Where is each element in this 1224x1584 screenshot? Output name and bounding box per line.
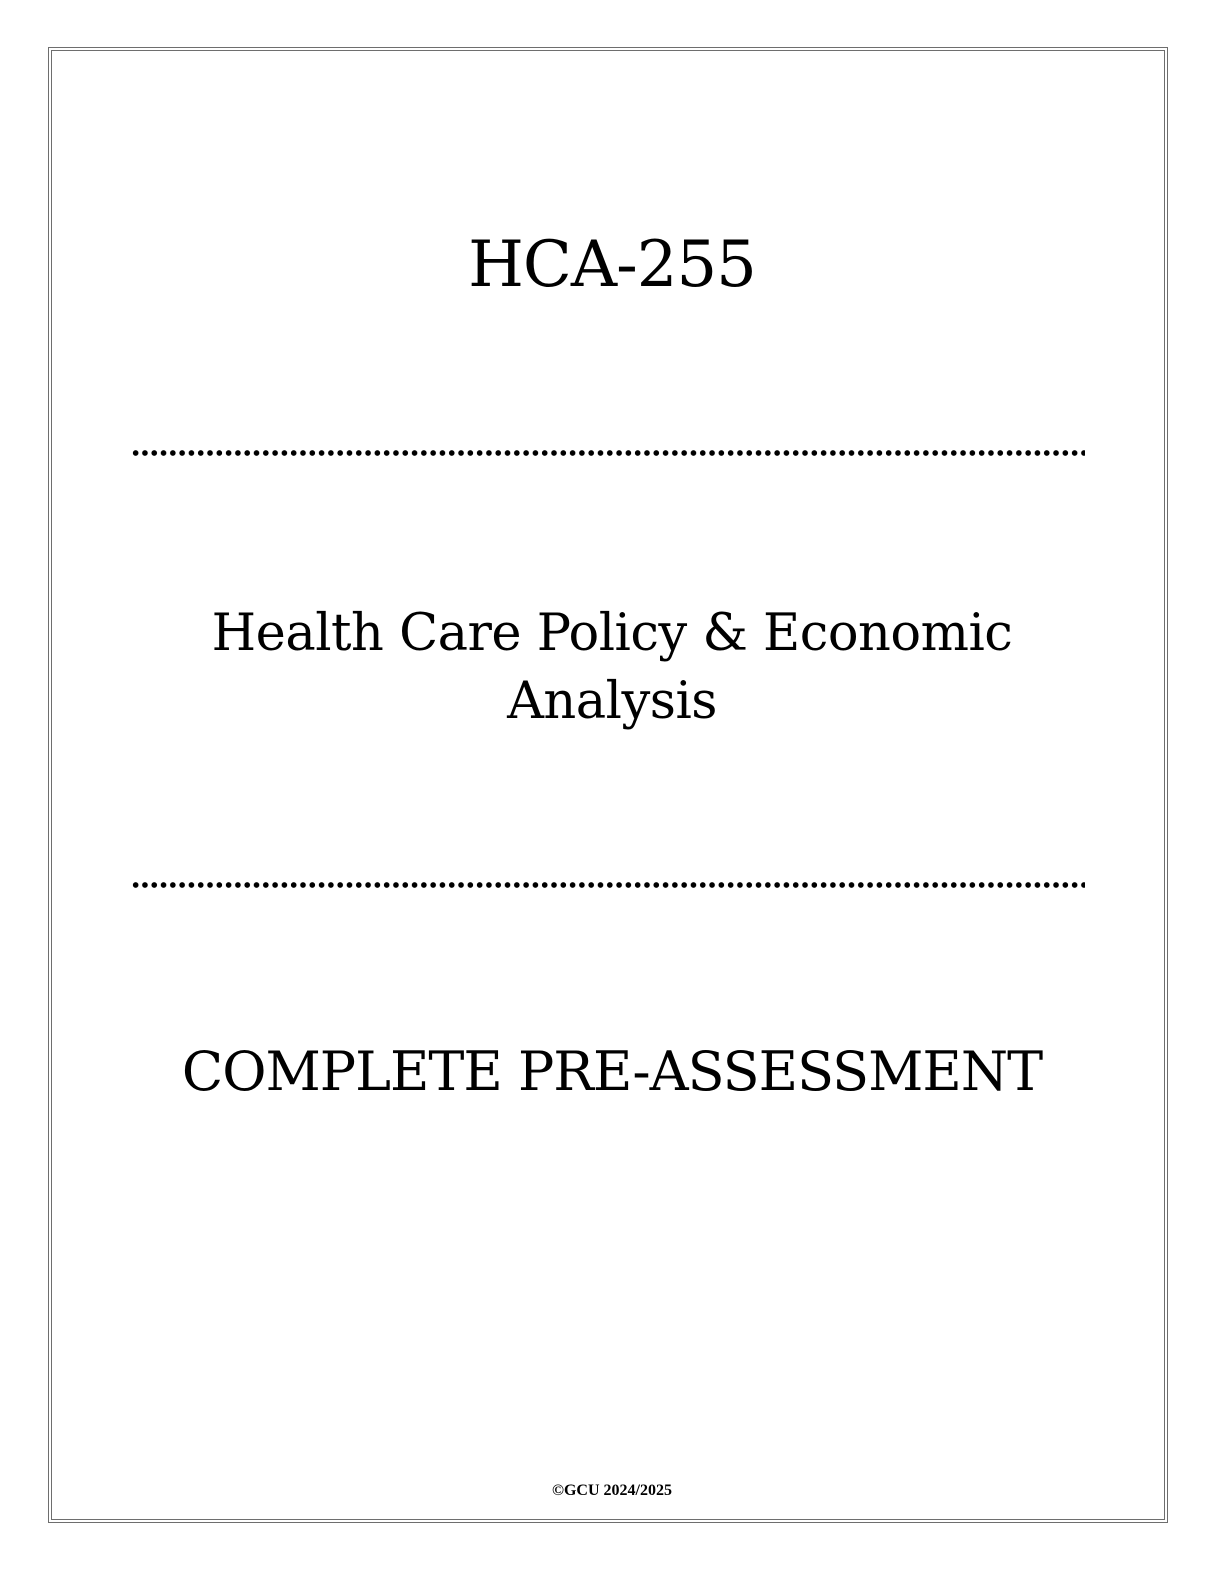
dotted-divider-bottom [131, 881, 1085, 889]
copyright-footer: ©GCU 2024/2025 [552, 1482, 672, 1499]
dotted-divider-top [131, 449, 1085, 457]
course-title: Health Care Policy & Economic Analysis [211, 604, 1013, 731]
document-title: COMPLETE PRE-ASSESSMENT [181, 1040, 1043, 1103]
course-code: HCA-255 [468, 228, 756, 302]
